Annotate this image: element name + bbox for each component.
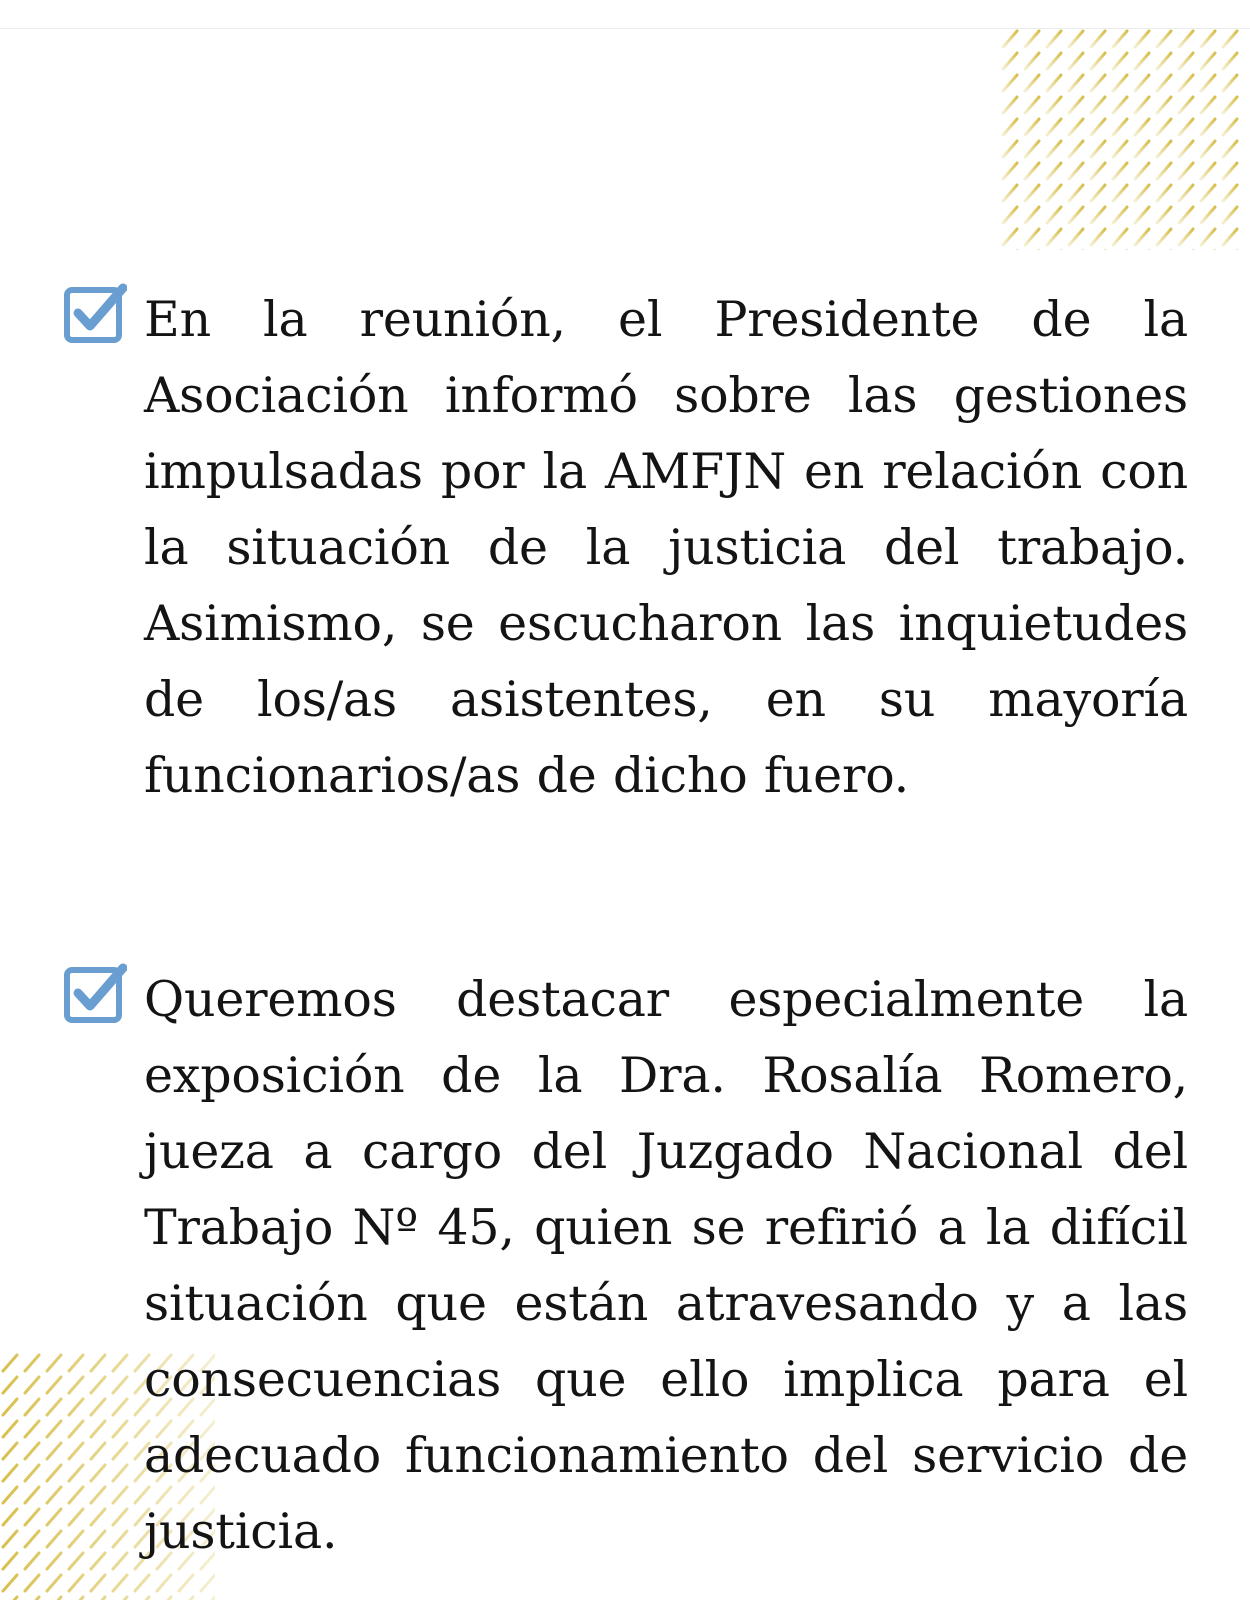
checked-box-icon (63, 962, 127, 1026)
checked-box-icon (63, 282, 127, 346)
bullet-item-2 (63, 962, 1188, 1570)
diagonal-stripes-pattern-top-right (1000, 28, 1240, 250)
bullet-item-text: En la reunión, el Presidente de la Asociación informó sobre las gestiones impulsadas por la AMFJN en relación con la situación de la justicia del trabajo. Asimismo, se escucharon las inquietudes de los/as asistentes, en su mayoría funcionarios/as de dicho fuero. (144, 291, 1188, 804)
bullet-item-1 (63, 282, 1188, 814)
bullet-item-text: Queremos destacar especialmente la exposición de la Dra. Rosalía Romero, jueza a cargo del Juzgado Nacional del Trabajo Nº 45, quien se refirió a la difícil situación que están atravesando y a las consecuencias que ello implica para el adecuado funcionamiento del servicio de justicia. (144, 971, 1188, 1560)
